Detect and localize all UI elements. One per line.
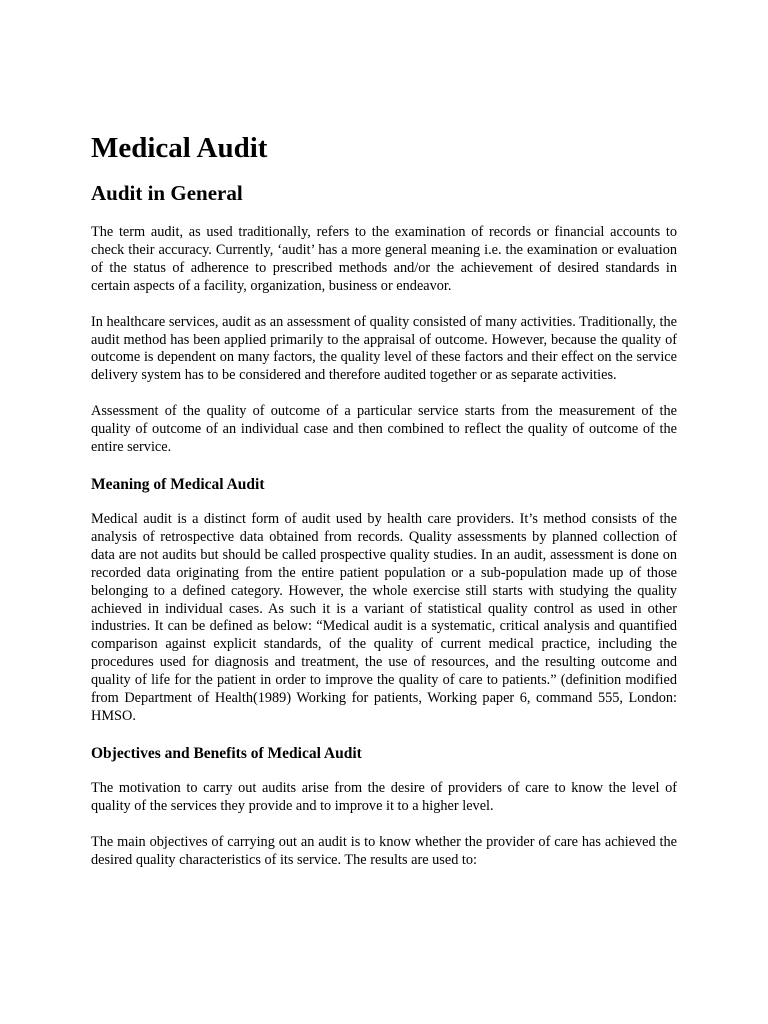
paragraph: The term audit, as used traditionally, refers to the examination of records or financial accounts to check their accuracy. Currently, ‘audit’ has a more general meaning i.e. the examination or evaluation of the status of adherence to prescribed methods and/or the achievement of desired standards in certain aspects of a facility, organization, business or endeavor.: [91, 224, 677, 294]
paragraph: The main objectives of carrying out an audit is to know whether the provider of care has achieved the desired quality characteristics of its service. The results are used to:: [91, 833, 677, 868]
paragraph: Assessment of the quality of outcome of a particular service starts from the measurement of the quality of outcome of an individual case and then combined to reflect the quality of outcome of the entire service.: [91, 403, 677, 456]
section-heading-meaning-of-medical-audit: Meaning of Medical Audit: [91, 475, 265, 493]
document-page: [91, 130, 677, 887]
paragraph: Medical audit is a distinct form of audit used by health care providers. It’s method consists of the analysis of retrospective data obtained from records. Quality assessments by planned collection of data are not audits but should be called prospective quality studies. In an audit, assessment is done on recorded data originating from the entire patient population or a sub-population made up of those belonging to a defined category. However, the whole exercise still starts with studying the quality achieved in individual cases. As such it is a variant of statistical quality control as used in other industries. It can be defined as below: “Medical audit is a systematic, critical analysis and quantified comparison against explicit standards, of the quality of current medical practice, including the procedures used for diagnosis and treatment, the use of resources, and the resulting outcome and quality of life for the patient in order to improve the quality of care to patients.” (definition modified from Department of Health(1989) Working for patients, Working paper 6, command 555, London: HMSO.: [91, 510, 677, 724]
section-heading-audit-in-general: Audit in General: [91, 181, 243, 205]
paragraph: In healthcare services, audit as an assessment of quality consisted of many activities. Traditionally, the audit method has been applied primarily to the appraisal of outcome. However, because the quality of outcome is dependent on many factors, the quality level of these factors and their effect on the service delivery system has to be considered and therefore audited together or as separate activities.: [91, 313, 677, 384]
document-title: Medical Audit: [91, 132, 268, 164]
paragraph: The motivation to carry out audits arise from the desire of providers of care to know the level of quality of the services they provide and to improve it to a higher level.: [91, 779, 677, 814]
section-heading-objectives-and-benefits: Objectives and Benefits of Medical Audit: [91, 744, 362, 762]
